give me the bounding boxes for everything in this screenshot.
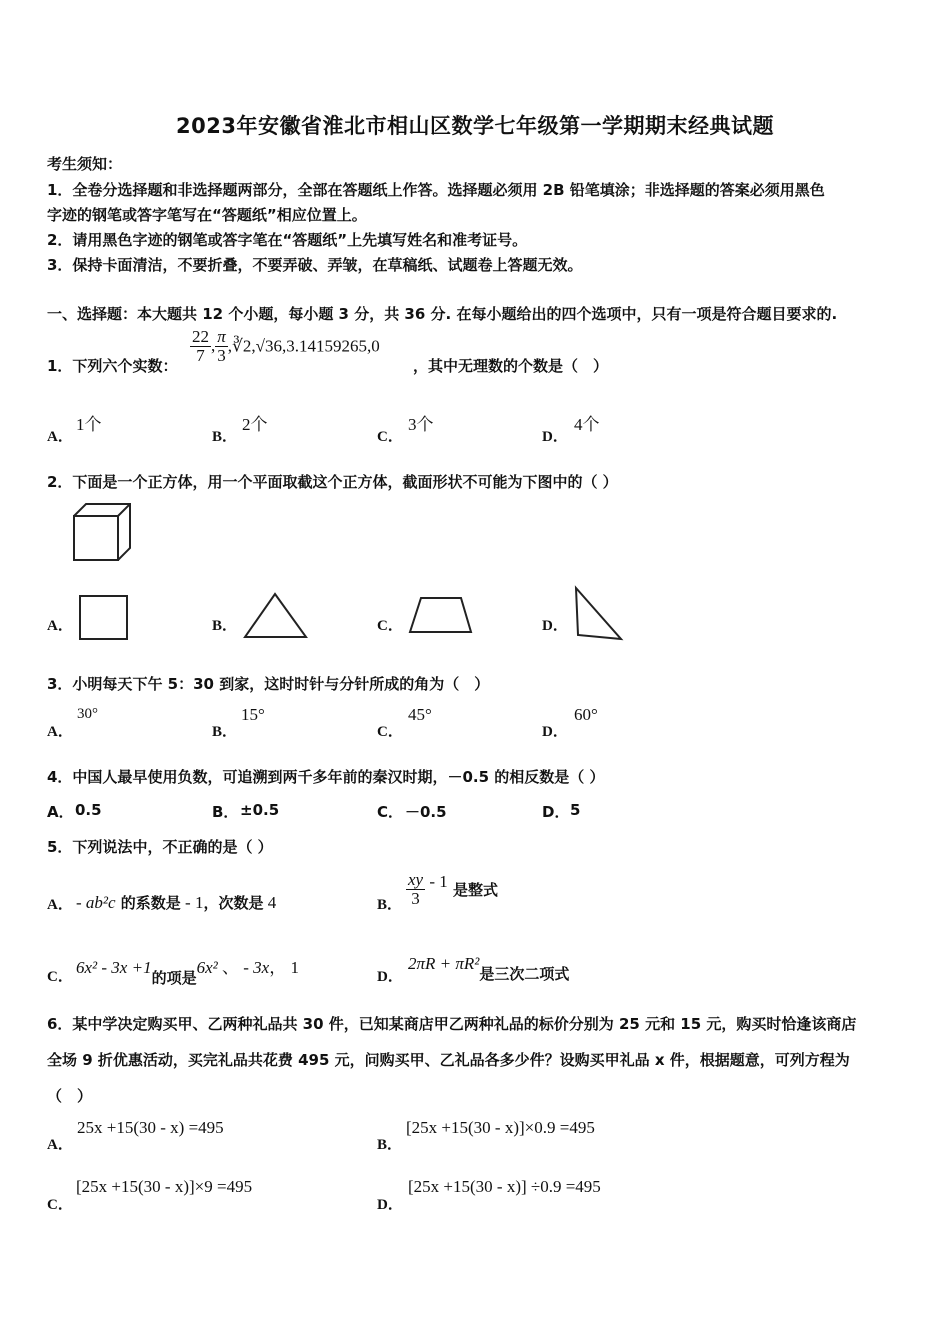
q1-prefix: 1．下列六个实数： bbox=[47, 357, 178, 375]
q5-b-frac-den: 3 bbox=[411, 889, 420, 908]
q3-option-b: 15° bbox=[241, 705, 265, 724]
q1-option-a: 1个 bbox=[76, 415, 102, 434]
q6-line-1: 6．某中学决定购买甲、乙两种礼品共 30 件，已知某商店甲乙两种礼品的标价分别为 25 元和 15 元，购买时恰逢该商店 bbox=[47, 1015, 857, 1033]
q3-option-c-label: C． bbox=[377, 724, 403, 740]
q6-option-c: [25x +15(30 - x)]×9 =495 bbox=[76, 1177, 253, 1196]
q4-option-a: 0.5 bbox=[75, 801, 102, 819]
q5-b-expr: - 1 bbox=[425, 871, 448, 891]
q6-line-3: （ ） bbox=[47, 1087, 93, 1105]
q5-c-term1: 6x² bbox=[196, 958, 218, 977]
q1-rest: ,∛2,√36,3.14159265,0 bbox=[227, 336, 380, 356]
q6-line-2: 全场 9 折优惠活动，买完礼品共花费 495 元，问购买甲、乙礼品各多少件？设购买甲礼品 x 件，根据题意，可列方程为 bbox=[47, 1051, 850, 1069]
q3-option-a: 30° bbox=[77, 706, 98, 722]
q1-frac1-num: 22 bbox=[192, 327, 209, 346]
q5-c-sep: 、 bbox=[217, 958, 244, 977]
q4-option-b-label: B． bbox=[212, 803, 239, 821]
page-title: 2023年安徽省淮北市相山区数学七年级第一学期期末经典试题 bbox=[176, 114, 774, 138]
q3-option-a-label: A． bbox=[47, 724, 73, 740]
q5-d-expr: 2πR + πR² bbox=[408, 954, 480, 973]
q5-option-b bbox=[406, 871, 498, 908]
q4-option-c-label: C． bbox=[377, 803, 404, 821]
q3-option-b-label: B． bbox=[212, 724, 238, 740]
q6-option-a: 25x +15(30 - x) =495 bbox=[77, 1118, 224, 1137]
q3-stem: 3．小明每天下午 5：30 到家，这时时针与分针所成的角为（ ） bbox=[47, 675, 490, 693]
q6-option-d: [25x +15(30 - x)] ÷0.9 =495 bbox=[408, 1177, 601, 1196]
q5-a-value2: 4 bbox=[263, 893, 277, 912]
q5-option-d bbox=[408, 953, 570, 983]
q5-a-value1: - 1 bbox=[180, 893, 204, 912]
q4-option-b: ±0.5 bbox=[240, 801, 280, 819]
q1-frac2-den: 3 bbox=[217, 346, 226, 365]
q2-option-b-label: B． bbox=[212, 618, 238, 634]
q5-a-expr: - ab²c bbox=[76, 893, 116, 912]
q4-option-d-label: D． bbox=[542, 803, 570, 821]
q2-option-d-label: D． bbox=[542, 618, 568, 634]
q5-option-c bbox=[76, 953, 299, 987]
q6-option-b-label: B． bbox=[377, 1137, 403, 1153]
q5-option-c-label: C． bbox=[47, 969, 73, 985]
q1-option-c: 3个 bbox=[408, 415, 434, 434]
q4-stem: 4．中国人最早使用负数，可追溯到两千多年前的秦汉时期，－0.5 的相反数是（ ） bbox=[47, 768, 605, 786]
q5-a-text1: 的系数是 bbox=[115, 894, 181, 912]
q5-option-b-label: B． bbox=[377, 897, 403, 913]
q2-option-c-label: C． bbox=[377, 618, 403, 634]
q5-option-a bbox=[76, 892, 276, 913]
q1-suffix: ，其中无理数的个数是（ ） bbox=[413, 357, 609, 375]
q6-option-c-label: C． bbox=[47, 1197, 73, 1213]
q5-option-a-label: A． bbox=[47, 897, 73, 913]
notice-line-2: 2．请用黑色字迹的钢笔或答字笔在“答题纸”上先填写姓名和准考证号。 bbox=[47, 231, 528, 249]
notice-line-1a: 1．全卷分选择题和非选择题两部分，全部在答题纸上作答。选择题必须用 2B 铅笔填涂；非选择题的答案必须用黑色 bbox=[47, 181, 825, 199]
q1-frac2-num: π bbox=[217, 327, 226, 346]
q1-option-d-label: D． bbox=[542, 429, 568, 445]
q5-stem: 5．下列说法中，不正确的是（ ） bbox=[47, 838, 273, 856]
q5-c-term3: ， 1 bbox=[269, 958, 299, 977]
triangle-shape bbox=[242, 592, 310, 640]
q2-stem: 2．下面是一个正方体，用一个平面取截这个正方体，截面形状不可能为下图中的（ ） bbox=[47, 473, 618, 491]
right-triangle-shape bbox=[572, 586, 626, 642]
q5-c-expr: 6x² - 3x +1 bbox=[76, 958, 152, 977]
notice-heading: 考生须知： bbox=[47, 155, 123, 173]
section-heading: 一、选择题：本大题共 12 个小题，每小题 3 分，共 36 分. 在每小题给出的四个选项中，只有一项是符合题目要求的. bbox=[47, 305, 838, 323]
q6-option-d-label: D． bbox=[377, 1197, 403, 1213]
q1-option-c-label: C． bbox=[377, 429, 403, 445]
notice-line-1b: 字迹的钢笔或答字笔写在“答题纸”相应位置上。 bbox=[47, 206, 367, 224]
q4-option-c: －0.5 bbox=[405, 803, 447, 821]
q5-c-text: 的项是 bbox=[151, 969, 197, 987]
q1-option-a-label: A． bbox=[47, 429, 73, 445]
trapezoid-shape bbox=[407, 596, 475, 636]
q3-option-d: 60° bbox=[574, 705, 598, 724]
q3-option-c: 45° bbox=[408, 705, 432, 724]
q5-b-frac-num: xy bbox=[408, 870, 424, 889]
q1-option-d: 4个 bbox=[574, 415, 600, 434]
notice-line-3: 3．保持卡面清洁，不要折叠，不要弄破、弄皱，在草稿纸、试题卷上答题无效。 bbox=[47, 256, 583, 274]
q2-option-a-label: A． bbox=[47, 618, 73, 634]
q1-frac1-den: 7 bbox=[196, 346, 205, 365]
square-shape bbox=[78, 594, 130, 642]
q5-a-text2: ，次数是 bbox=[203, 894, 264, 912]
q4-option-d: 5 bbox=[570, 801, 581, 819]
cube-figure bbox=[70, 500, 140, 565]
q5-b-text: 是整式 bbox=[447, 881, 498, 899]
q1-numbers: $\frac{22}{7}$ , $\frac{\pi}{3}$ ,∛2,√36,3.14159265,0 bbox=[192, 327, 380, 365]
q1-option-b-label: B． bbox=[212, 429, 238, 445]
q1-option-b: 2个 bbox=[242, 415, 268, 434]
q5-c-term2: - 3x bbox=[243, 958, 270, 977]
q5-option-d-label: D． bbox=[377, 969, 403, 985]
q6-option-b: [25x +15(30 - x)]×0.9 =495 bbox=[406, 1118, 595, 1137]
q6-option-a-label: A． bbox=[47, 1137, 73, 1153]
q3-option-d-label: D． bbox=[542, 724, 568, 740]
q4-option-a-label: A． bbox=[47, 803, 74, 821]
q5-d-text: 是三次二项式 bbox=[479, 965, 570, 983]
